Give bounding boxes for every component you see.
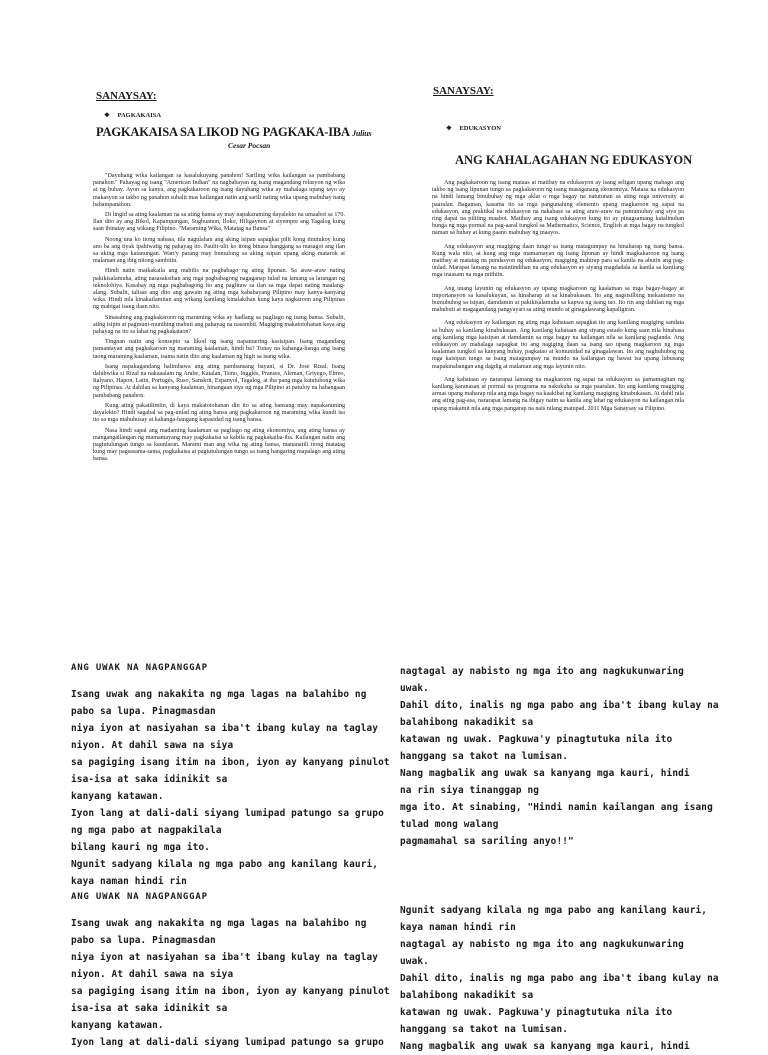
text-line: uwak. bbox=[400, 956, 429, 967]
text-line: hanggang sa takot na lumisan. bbox=[400, 751, 569, 762]
text-line: isa-isa at saka idinikit sa bbox=[71, 774, 228, 785]
text-line: Ngunit sadyang kilala ng mga pabo ang kanilang kauri, bbox=[400, 905, 708, 916]
text-line: ng mga pabo at nagpakilala bbox=[71, 825, 222, 836]
text-line: hanggang sa takot na lumisan. bbox=[400, 1024, 569, 1035]
right-essay-heading: SANAYSAY: bbox=[433, 85, 494, 97]
section-left-column bbox=[71, 915, 390, 1051]
text-line: nagtagal ay nabisto ng mga ito ang nagkukunwaring bbox=[400, 939, 684, 950]
right-essay-paragraph: Ang kabataan ay nararapat lamang na magkaroon ng sapat na edukasyon sa pamamagitan ng kanilang karanasan at pormal na programa na nakukuha sa mga paaralan. Ito ang kanilang magiging armas upang maharap nila ang mga bagay na kaakibat ng kanilang magiging kinabukasan. At dahil nila ang ating pag-asa, nararapat lamang na ibigay natin sa kanila ang lahat ng edukasyon na kailangan nila upang makamit nila ang mga pangarap na nais nilang matupad. 2011 Mga Sanaysay sa Filipino. bbox=[432, 376, 684, 412]
text-line: sa pagiging isang itim na ibon, iyon ay kanyang pinulot bbox=[71, 986, 390, 997]
text-line: kanyang katawan. bbox=[71, 1020, 164, 1031]
left-essay-paragraph: Sinasabing ang pagkakaroon ng maraming wika ay hadlang sa pagliago ng isang bansa. Subalit, ating isipin at pagmuni-munihing mabuti ang pahayag na nasambit. Magiging makatotohanan kaya ang pahayag na ito sa lahat ng pagkakataon? bbox=[93, 314, 345, 336]
right-essay-paragraph: Ang edukasyon ay kailangan ng ating mga kabataan sapagkat ito ang kanilang magiging sandata sa buhay sa kanilang kinabukasan. Ang kanilang kabataan ang siyang estado kung saan nila hinahasa ang kanilang mga kaisipan at damdamin sa mga bagay na kailangan nila sa kanilang paglanda. Ang edukasyon ay mahalaga sapagkat ito ang nagiging daan sa isang tao upang magkaroon ng mga kaalaman tungkol sa kanyang buhay, pagkatao at komunidad na ginagalawan. Ito ang naghuhubog ng mga kaisipan tungo sa isang matagumpay na mundo na kailangan ng bawat isa upang lubusang mapakinabangan ang dagdig at malaman ang mga layunin nito. bbox=[432, 320, 684, 370]
left-essay-title-line bbox=[96, 125, 371, 140]
left-essay-paragraph: Tingnan natin ang konsepto sa likod ng isang napanuering kasisipan. Isang magandang pamantayan ang pagkakaroon ng maraming kaalaman, hindi ba? Tunay na kahanga-hanga ang isang taong maraming kaalaman, isama natin dito ang kaalaman ng higit sa isang wika. bbox=[93, 339, 345, 360]
right-essay-title: ANG KAHALAGAHAN NG EDUKASYON bbox=[455, 153, 693, 167]
left-essay-author: Cesar Pocsan bbox=[228, 141, 271, 150]
text-line: kaya naman hindi rin bbox=[71, 876, 187, 887]
text-line: tulad mong walang bbox=[400, 819, 499, 830]
right-essay-paragraph: Ang edukasyon ang magiging daan tungo sa isang matagumpay na hinaharap ng isang bansa. Kung wala nito, at kung ang mga mamamayan ng isang lipunan ay hindi magkakaroon ng isang matibay at matatag na pundasyon ng edukasyon, magiging mahirap para sa kanila na abutin ang pag-unlad. Marapat lamang na maintindihan na ang edukasyon ay siyang magdadala sa kanila sa kanilang mga inaasam na mga mithiin. bbox=[432, 243, 684, 279]
right-essay-bullet-label: EDUKASYON bbox=[459, 125, 501, 132]
text-line: niyon. At dahil sawa na siya bbox=[71, 969, 234, 980]
right-essay-paragraph: Ang pagkakaroon ng isang mataas at matibay na edukasyon ay isang seligan upang mabago ang takbo ng isang lipunan tungo sa pagkakaroon ng isang masaganang ekonomiya. Matasa na edukasyon na hindi lamang binubuhay ng mga aklat o mga bagay na natutunan sa ating mga university at paaralan. Bagaman, kasama ito sa mga pangunahing elemento upang magkaroon ng sapat na edukasyon, ang praktikal na edukasyon na nakabase sa ating araw-araw na pamumuhay ang siya pa ring dapat na piliting maabot. Matibay ang isang edukasyon kung ito ay pinagsamang katalinuhan bunga ng mga pormal na pag-aaral tungkol sa Mathematics, Science, English at mga bagay na tungkol naman sa buhay at kung paano mabuhay ng maayos. bbox=[432, 180, 684, 237]
text-line: na rin siya tinanggap ng bbox=[400, 785, 540, 796]
text-line: uwak. bbox=[400, 683, 429, 694]
text-line: pagmamahal sa sariling anyo!!" bbox=[400, 836, 574, 847]
left-essay-title: PAGKAKAISA SA LIKOD NG PAGKAKA-IBA bbox=[96, 125, 350, 139]
section-title: ANG UWAK NA NAGPANGGAP bbox=[71, 892, 208, 902]
text-line: kaya naman hindi rin bbox=[400, 922, 516, 933]
text-line: sa pagiging isang itim na ibon, iyon ay kanyang pinulot bbox=[71, 757, 390, 768]
text-line: niyon. At dahil sawa na siya bbox=[71, 740, 234, 751]
right-essay-body bbox=[432, 180, 684, 416]
right-essay-bullet bbox=[446, 124, 501, 132]
text-line: mga ito. At sinabing, "Hindi namin kailangan ang isang bbox=[400, 802, 713, 813]
text-line: Dahil dito, inalis ng mga pabo ang iba't ibang kulay na bbox=[400, 973, 719, 984]
left-essay-paragraph: Hindi natin maikakaila ang mabilis na pagbabago ng ating lipunan. Sa araw-araw nating pakikisalamuha, ating nasasaksihan ang mga pagbabagong nagaganap tulad na lamang sa larangan ng teknolohiya. Kasabay ng mga pagbabagong ito ang paglitaw sa ilan sa mga dapat nating maalang-alang. Subalit, talisas ang dito ang gawain ng ating mga kababayang Pilipino may kanya-kanyang wika. Hindi nila kinakailamitan ang wikang kanilang kinalakihan kung kaya nagkaroon ang Pilipinas ng mabigat isang daan nito. bbox=[93, 268, 345, 311]
left-essay-paragraph: Noong una ko itong nabasa, tila nagulahan ang aking isipan sapagkat pilit kong tinutukoy kung ano ba ang tiyak ipahiwatig ng pahayag ito. Paulit-ulit ko itong binasa hanggang sa masagot ang ilan sa aking mga katanungan. Wari'y parang may bumulong sa aking isipan upang aking matarok at malaman ang ibig nitong sambitin. bbox=[93, 236, 345, 265]
text-line: Nang magbalik ang uwak sa kanyang mga kauri, hindi bbox=[400, 768, 690, 779]
section-right-column bbox=[400, 902, 719, 1055]
text-line: Iyon lang at dali-dali siyang lumipad patungo sa grupo bbox=[71, 1037, 384, 1048]
left-essay-author-first: Julius bbox=[352, 129, 372, 138]
right-essay-paragraph: Ang unang layunin ng edukasyon ay upang magkaroon ng kaalaman sa mga bagay-bagay at importansyon sa kasalukuyan, sa hinaharap at sa kinabukasan. Ito ang nagsisilbing mekanismo na bumubuhog sa isipan, damdamin at pakikisalamuha sa kapwa ng isang tao. Ito rin ang dahilan ng mga mabubuti at magagandang pangyayari sa ating mundo at ginagalawang kapaligiran. bbox=[432, 285, 684, 314]
left-essay-body bbox=[93, 173, 345, 467]
text-line: nagtagal ay nabisto ng mga ito ang nagkukunwaring bbox=[400, 666, 684, 677]
text-line: Ngunit sadyang kilala ng mga pabo ang kanilang kauri, bbox=[71, 859, 379, 870]
left-essay-bullet-label: PAGKAKAISA bbox=[117, 112, 162, 119]
left-essay-paragraph: Nasa hindi sapat ang madaming kaalaman sa pagliago ng ating ekonomiya, ang ating bansa ay mangangailangan ng mamamayang may pagkakaisa sa kabila ng pagkakaiba-iba. Kailangan natin ang pagtutulungan tungo sa kaunlaran. Marami man ang wika ng ating bansa, mananatili itong matatag kung may pagsasama-sama, pagkakaisa at pagtutulungan tungo sa isang hangaring mapalago ang ating bansa. bbox=[93, 427, 345, 463]
section-title: ANG UWAK NA NAGPANGGAP bbox=[71, 663, 208, 673]
diamond-bullet-icon: ❖ bbox=[104, 112, 110, 119]
diamond-bullet-icon: ❖ bbox=[446, 125, 452, 132]
text-line: kanyang katawan. bbox=[71, 791, 164, 802]
text-line: bilang kauri ng mga ito. bbox=[71, 842, 211, 853]
text-line: balahibong nakadikit sa bbox=[400, 990, 534, 1001]
left-essay-paragraph: Isang napakagandang halimbawa ang ating pambansang bayani, si Dr. Jose Rizal. Isang dalubwika si Rizal na nakaaalam ng Arabe, Katalan, Tsino, Ingglés, Pranses, Aleman, Griyego, Ebreo, Italyano, Hapon, Latin, Portugés, Ruso, Sanskrit, Espanyol, Tagalog, at iba pang mga katutubong wika ng Pilipinas. At dahilan sa kanyang kaalaman, hinangaan siya ng mga Pilipino at patuloy na hahangaan pambabang panahon. bbox=[93, 363, 345, 399]
left-essay-paragraph: "Dayuhang wika kailangan sa kasalukuyang panahon! Sariling wika kailangan sa pambabang panahon." Pahayag ng isang "American Indian" na nagbabayan ng isang magandang relasyon ng wika at ng buhay. Ayon sa kanya, ang pagkakaroon ng isang dayuhang wika ay mahalaga upang tayo ay makasyon sa takbo ng panahon subalit mas kailangan natin ang sarili nating wika upang mabuhay nang habampanahon. bbox=[93, 173, 345, 208]
text-line: isa-isa at saka idinikit sa bbox=[71, 1003, 228, 1014]
text-line: Nang magbalik ang uwak sa kanyang mga kauri, hindi bbox=[400, 1041, 690, 1052]
text-line: Isang uwak ang nakakita ng mga lagas na balahibo ng bbox=[71, 918, 367, 929]
section-left-column bbox=[71, 686, 390, 890]
text-line: katawan ng uwak. Pagkuwa'y pinagtutuka nila ito bbox=[400, 1007, 673, 1018]
text-line: Iyon lang at dali-dali siyang lumipad patungo sa grupo bbox=[71, 808, 384, 819]
left-essay-bullet bbox=[104, 111, 161, 119]
left-essay-paragraph: Kung ating pakaiilimiin, di kaya makatotohanan din ito sa ating bansang may napakaraming dayalekto? Hindi sagabal sa pag-unlad ng ating bansa ang pagkakaroon ng maraming wika kundi isa ito sa mga mahuhusay at kahanga-hangang kapasidad ng isang bansa. bbox=[93, 402, 345, 424]
text-line: Isang uwak ang nakakita ng mga lagas na balahibo ng bbox=[71, 689, 367, 700]
left-essay-heading: SANAYSAY: bbox=[96, 90, 157, 102]
text-line: pabo sa lupa. Pinagmasdan bbox=[71, 935, 216, 946]
text-line: balahibong nakadikit sa bbox=[400, 717, 534, 728]
text-line: niya iyon at nasiyahan sa iba't ibang kulay na taglay bbox=[71, 723, 379, 734]
section-right-column bbox=[400, 663, 719, 850]
text-line: niya iyon at nasiyahan sa iba't ibang kulay na taglay bbox=[71, 952, 379, 963]
text-line: pabo sa lupa. Pinagmasdan bbox=[71, 706, 216, 717]
text-line: Dahil dito, inalis ng mga pabo ang iba't ibang kulay na bbox=[400, 700, 719, 711]
text-line: katawan ng uwak. Pagkuwa'y pinagtutuka nila ito bbox=[400, 734, 673, 745]
left-essay-paragraph: Di lingid sa ating kaalaman na sa ating bansa ay may napakaraming dayalekto na umaabot sa 170. Ilan dito ay ang Bikol, Kapampangan, Sugbuanon, Iloko, Hiligaynon at siyempre ang Tagalog kung saan ibinatay ang wikang Filipino. "Maraming Wika, Matatag na Bansa" bbox=[93, 212, 345, 233]
